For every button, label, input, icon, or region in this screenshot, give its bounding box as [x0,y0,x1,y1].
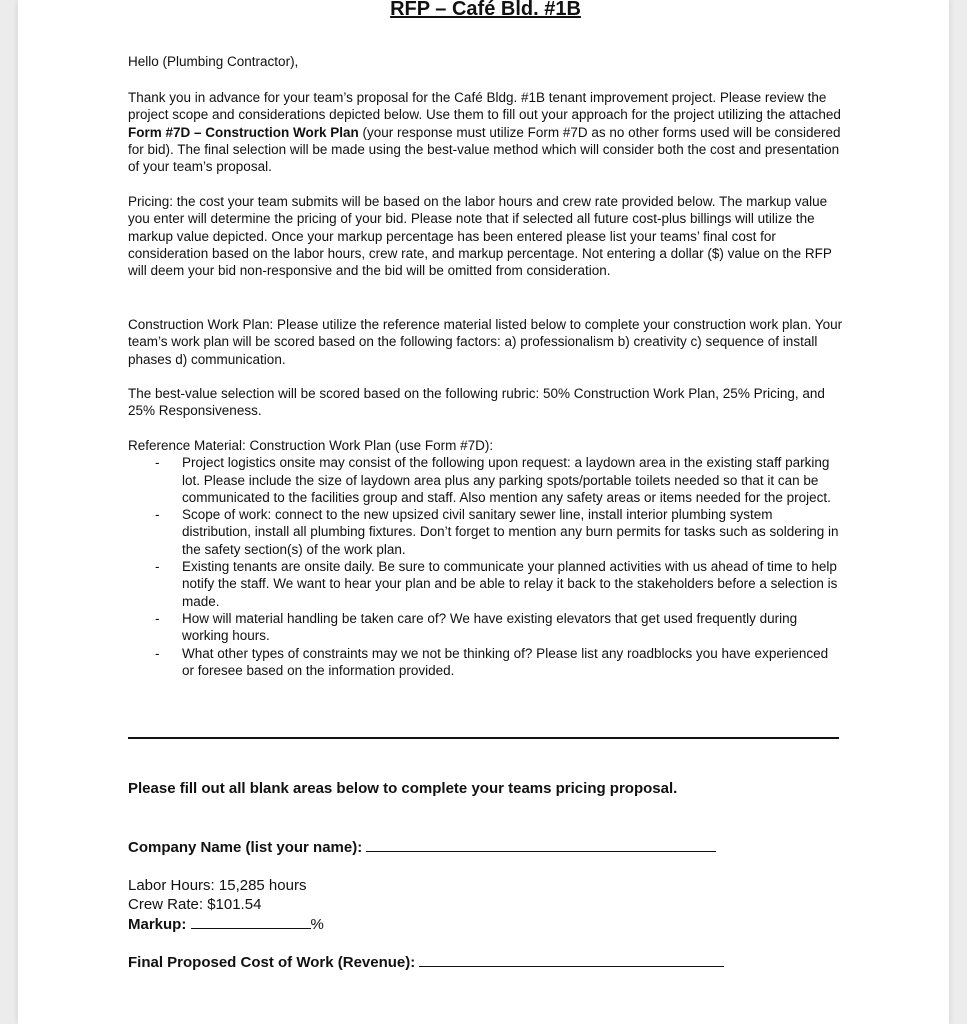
intro-text-b: (your response must utilize Form #7D as no other forms used will be considered for bid). The final selection will be made using the best-value method which will consider both the cost and presentation of your team’s proposal. [128,124,841,175]
company-name-row [128,837,843,857]
final-cost-label: Final Proposed Cost of Work (Revenue): [128,954,416,971]
company-name-field[interactable] [366,837,716,852]
markup-field[interactable] [191,914,311,929]
markup-row [128,914,843,934]
percent-sign: % [310,916,324,933]
reference-heading: Reference Material: Construction Work Plan (use Form #7D): [128,438,494,453]
final-cost-row [128,952,843,972]
pricing-paragraph: Pricing: the cost your team submits will be based on the labor hours and crew rate provided below. The markup value you enter will determine the pricing of your bid. Please note that if selected all future cost-plus billings will utilize the markup value depicted. Once your markup percentage has been entered please list your teams’ final cost for consideration based on the labor hours, crew rate, and markup percentage. Not entering a dollar ($) value on the RFP will deem your bid non-responsive and the bid will be omitted from consideration. [128,194,832,279]
list-item: - Scope of work: connect to the new upsized civil sanitary sewer line, install interior plumbing system distribution, install all plumbing fixtures. Don’t forget to mention any burn permits for tasks such as soldering in the safety section(s) of the work plan. [128,506,843,558]
section-divider [128,737,839,739]
markup-label: Markup: [128,916,187,933]
company-name-label: Company Name (list your name): [128,839,363,856]
labor-hours: Labor Hours: 15,285 hours [128,877,307,894]
final-cost-field[interactable] [419,952,724,967]
document-page [18,0,949,1024]
form-instruction: Please fill out all blank areas below to complete your teams pricing proposal. [128,780,678,797]
document-title: RFP – Café Bld. #1B [390,0,581,20]
reference-section [128,437,843,679]
intro-paragraph [128,89,843,175]
form-reference: Form #7D – Construction Work Plan [128,124,359,140]
rubric-paragraph: The best-value selection will be scored based on the following rubric: 50% Construction Work Plan, 25% Pricing, and 25% Responsiveness. [128,386,825,419]
list-item: - Project logistics onsite may consist of the following upon request: a laydown area in the existing staff parking lot. Please include the size of laydown area plus any parking spots/portable toilets needed so that it can be communicated to the facilities group and staff. Also mention any safety areas or items needed for the project. [128,454,843,506]
list-item: - Existing tenants are onsite daily. Be sure to communicate your planned activities with us ahead of time to help notify the staff. We want to hear your plan and be able to relay it back to the stakeholders before a selection is made. [128,558,843,610]
intro-text-a: Thank you in advance for your team’s proposal for the Café Bldg. #1B tenant improvement project. Please review the project scope and considerations depicted below. Use them to fill out your approach for the project utilizing the attached [128,90,841,123]
greeting: Hello (Plumbing Contractor), [128,54,299,69]
list-item: - How will material handling be taken care of? We have existing elevators that get used frequently during working hours. [128,610,843,645]
list-item: - What other types of constraints may we not be thinking of? Please list any roadblocks you have experienced or foresee based on the information provided. [128,645,843,680]
crew-rate: Crew Rate: $101.54 [128,896,262,913]
reference-list [128,454,843,679]
work-plan-paragraph: Construction Work Plan: Please utilize the reference material listed below to complete your construction work plan. Your team’s work plan will be scored based on the following factors: a) professionalism b) creativity c) sequence of install phases d) communication. [128,317,843,367]
